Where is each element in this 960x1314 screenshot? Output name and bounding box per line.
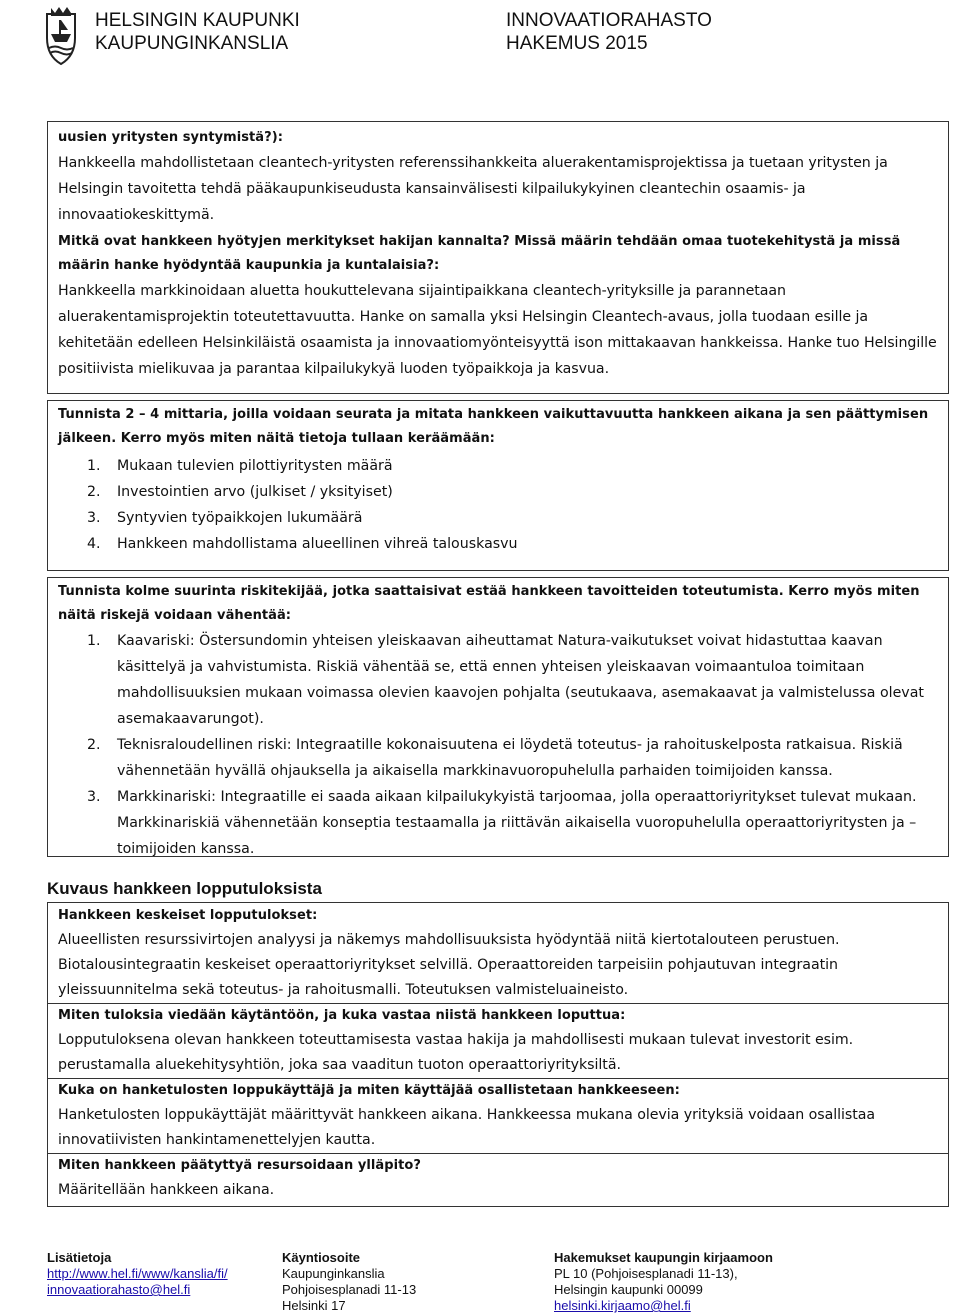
answer-results: Alueellisten resurssivirtojen analyysi ja näkemys mahdollisuuksista hyödyntää niitä kiertotalouteen perustuen. Biotalousintegraatin keskeiset operaattoriyritykset selvillä. Operaattoreiden tarpeisiin pohjautuvan integraatin yleissuunnitelma sekä toteutus- ja rahoitusmalli. Toteutuksen valmisteluaineisto. xyxy=(58,932,840,998)
footer-address: Käyntiosoite Kaupunginkanslia Pohjoisesplanadi 11-13 Helsinki 17 xyxy=(282,1250,417,1313)
results-row xyxy=(48,1153,948,1203)
answer-implementation: Lopputuloksena olevan hankkeen toteuttamisesta vastaa hakija ja mahdollisesti mukaan tulevat investorit esim. perustamalla aluekehitysyhtiön, joka saa vaaditun tuoton operaattoriyrityksiltä. xyxy=(58,1032,854,1073)
list-item: 1. Kaavariski: Östersundomin yhteisen yleiskaavan aiheuttamat Natura-vaikutukset voivat hidastuttaa kaavan käsittelyä ja vahvistumista. Riskiä vähentää se, että ennen yhteisen yleiskaavan voimaantuloa toimitaan mahdollisuuksien mukaan voimassa olevien kaavojen pohjalta (seutukaava, asemakaavat ja valmistelussa olevat asemakaavarungot). xyxy=(87,633,924,727)
question-implementation: Miten tuloksia viedään käytäntöön, ja kuka vastaa niistä hankkeen loputtua: xyxy=(58,1008,626,1023)
document-header xyxy=(0,0,960,110)
list-item: 2. Teknisraloudellinen riski: Integraatille kokonaisuutena ei löydetä toteutus- ja rahoituskelposta ratkaisua. Riskiä vähennetään hyvällä ohjauksella ja aikaisella markkinavuoropuhelulla parhaiden toimijoiden kanssa. xyxy=(87,737,903,779)
metrics-box xyxy=(47,400,949,571)
risks-list xyxy=(58,628,938,862)
results-box xyxy=(47,902,949,1207)
question-end-user: Kuka on hanketulosten loppukäyttäjä ja miten käyttäjää osallistetaan hankkeeseen: xyxy=(58,1083,680,1098)
footer-contact: Lisätietoja http://www.hel.fi/www/kanslia/fi/ innovaatiorahasto@hel.fi xyxy=(47,1250,228,1297)
benefits-box xyxy=(47,121,949,394)
question-benefits: Mitkä ovat hankkeen hyötyjen merkitykset hakijan kannalta? Missä määrin tehdään omaa tuotekehitystä ja missä määrin hanke hyödyntää kaupunkia ja kuntalaisia?: xyxy=(58,234,901,273)
section-title: Kuvaus hankkeen lopputuloksista xyxy=(47,879,322,898)
list-item: 3. Markkinariski: Integraatille ei saada aikaan kilpailukykyistä tarjoomaa, jolla operaattoriyritykset tulevat mukaan. Markkinariskiä vähennetään konseptia testaamalla ja riittävän aikaisella vuoropuhelulla operaattoriyritysten ja –toimijoiden kanssa. xyxy=(87,789,917,857)
results-row xyxy=(48,904,948,1003)
results-row xyxy=(48,1078,948,1153)
answer-maintenance: Määritellään hankkeen aikana. xyxy=(58,1182,275,1198)
question-metrics: Tunnista 2 – 4 mittaria, joilla voidaan seurata ja mitata hankkeen vaikuttavuutta hankkeen aikana ja sen päättymisen jälkeen. Kerro myös miten näitä tietoja tullaan keräämään: xyxy=(58,407,929,446)
answer-text: Hankkeella mahdollistetaan cleantech-yritysten referenssihankkeita aluerakentamisprojektissa ja tuetaan yritysten ja Helsingin tavoitetta tehdä pääkaupunkiseudusta kansainvälisesti kilpailukykyinen cleantechin osaamis- ja innovaatiokeskittymä. xyxy=(58,155,888,223)
application-title: INNOVAATIORAHASTO HAKEMUS 2015 xyxy=(506,10,712,54)
registry-email-link[interactable]: helsinki.kirjaamo@hel.fi xyxy=(554,1298,691,1313)
footer-registry: Hakemukset kaupungin kirjaamoon PL 10 (Pohjoisesplanadi 11-13), Helsingin kaupunki 00099 helsinki.kirjaamo@hel.fi xyxy=(554,1250,773,1313)
helsinki-crest-icon xyxy=(37,4,85,68)
organization-name: HELSINGIN KAUPUNKI KAUPUNGINKANSLIA xyxy=(95,10,300,54)
question-risks: Tunnista kolme suurinta riskitekijää, jotka saattaisivat estää hankkeen tavoitteiden toteutumista. Kerro myös miten näitä riskejä voidaan vähentää: xyxy=(58,584,920,623)
question-results: Hankkeen keskeiset lopputulokset: xyxy=(58,908,318,923)
metrics-list xyxy=(58,453,938,557)
results-row xyxy=(48,1003,948,1078)
question-tail: uusien yritysten syntymistä?): xyxy=(58,130,283,145)
answer-end-user: Hanketulosten loppukäyttäjät määrittyvät hankkeen aikana. Hankkeessa mukana olevia yrityksiä voidaan osallistaa innovatiivisten hankintamenettelyjen kautta. xyxy=(58,1107,876,1148)
risks-box xyxy=(47,577,949,857)
question-maintenance: Miten hankkeen päätyttyä resursoidaan ylläpito? xyxy=(58,1158,421,1173)
email-link[interactable]: innovaatiorahasto@hel.fi xyxy=(47,1282,191,1297)
answer-benefits: Hankkeella markkinoidaan aluetta houkuttelevana sijaintipaikkana cleantech-yrityksille ja parannetaan aluerakentamisprojektin toteutettavuutta. Hanke on samalla yksi Helsingin Cleantech-avaus, jolla tuodaan esille ja kehitetään edelleen Helsinkiläistä osaamista ja innovaatiomyönteisyyttä ison mittakaavan hankkeissa. Hanke tuo Helsingille positiivista mielikuvaa ja parantaa kilpailukykyä luoden työpaikkoja ja kasvua. xyxy=(58,283,937,377)
list-item: 1. Mukaan tulevien pilottiyritysten määrä xyxy=(87,458,393,474)
list-item: 4. Hankkeen mahdollistama alueellinen vihreä talouskasvu xyxy=(87,536,518,552)
list-item: 3. Syntyvien työpaikkojen lukumäärä xyxy=(87,510,363,526)
website-link[interactable]: http://www.hel.fi/www/kanslia/fi/ xyxy=(47,1266,228,1281)
list-item: 2. Investointien arvo (julkiset / yksityiset) xyxy=(87,484,393,500)
